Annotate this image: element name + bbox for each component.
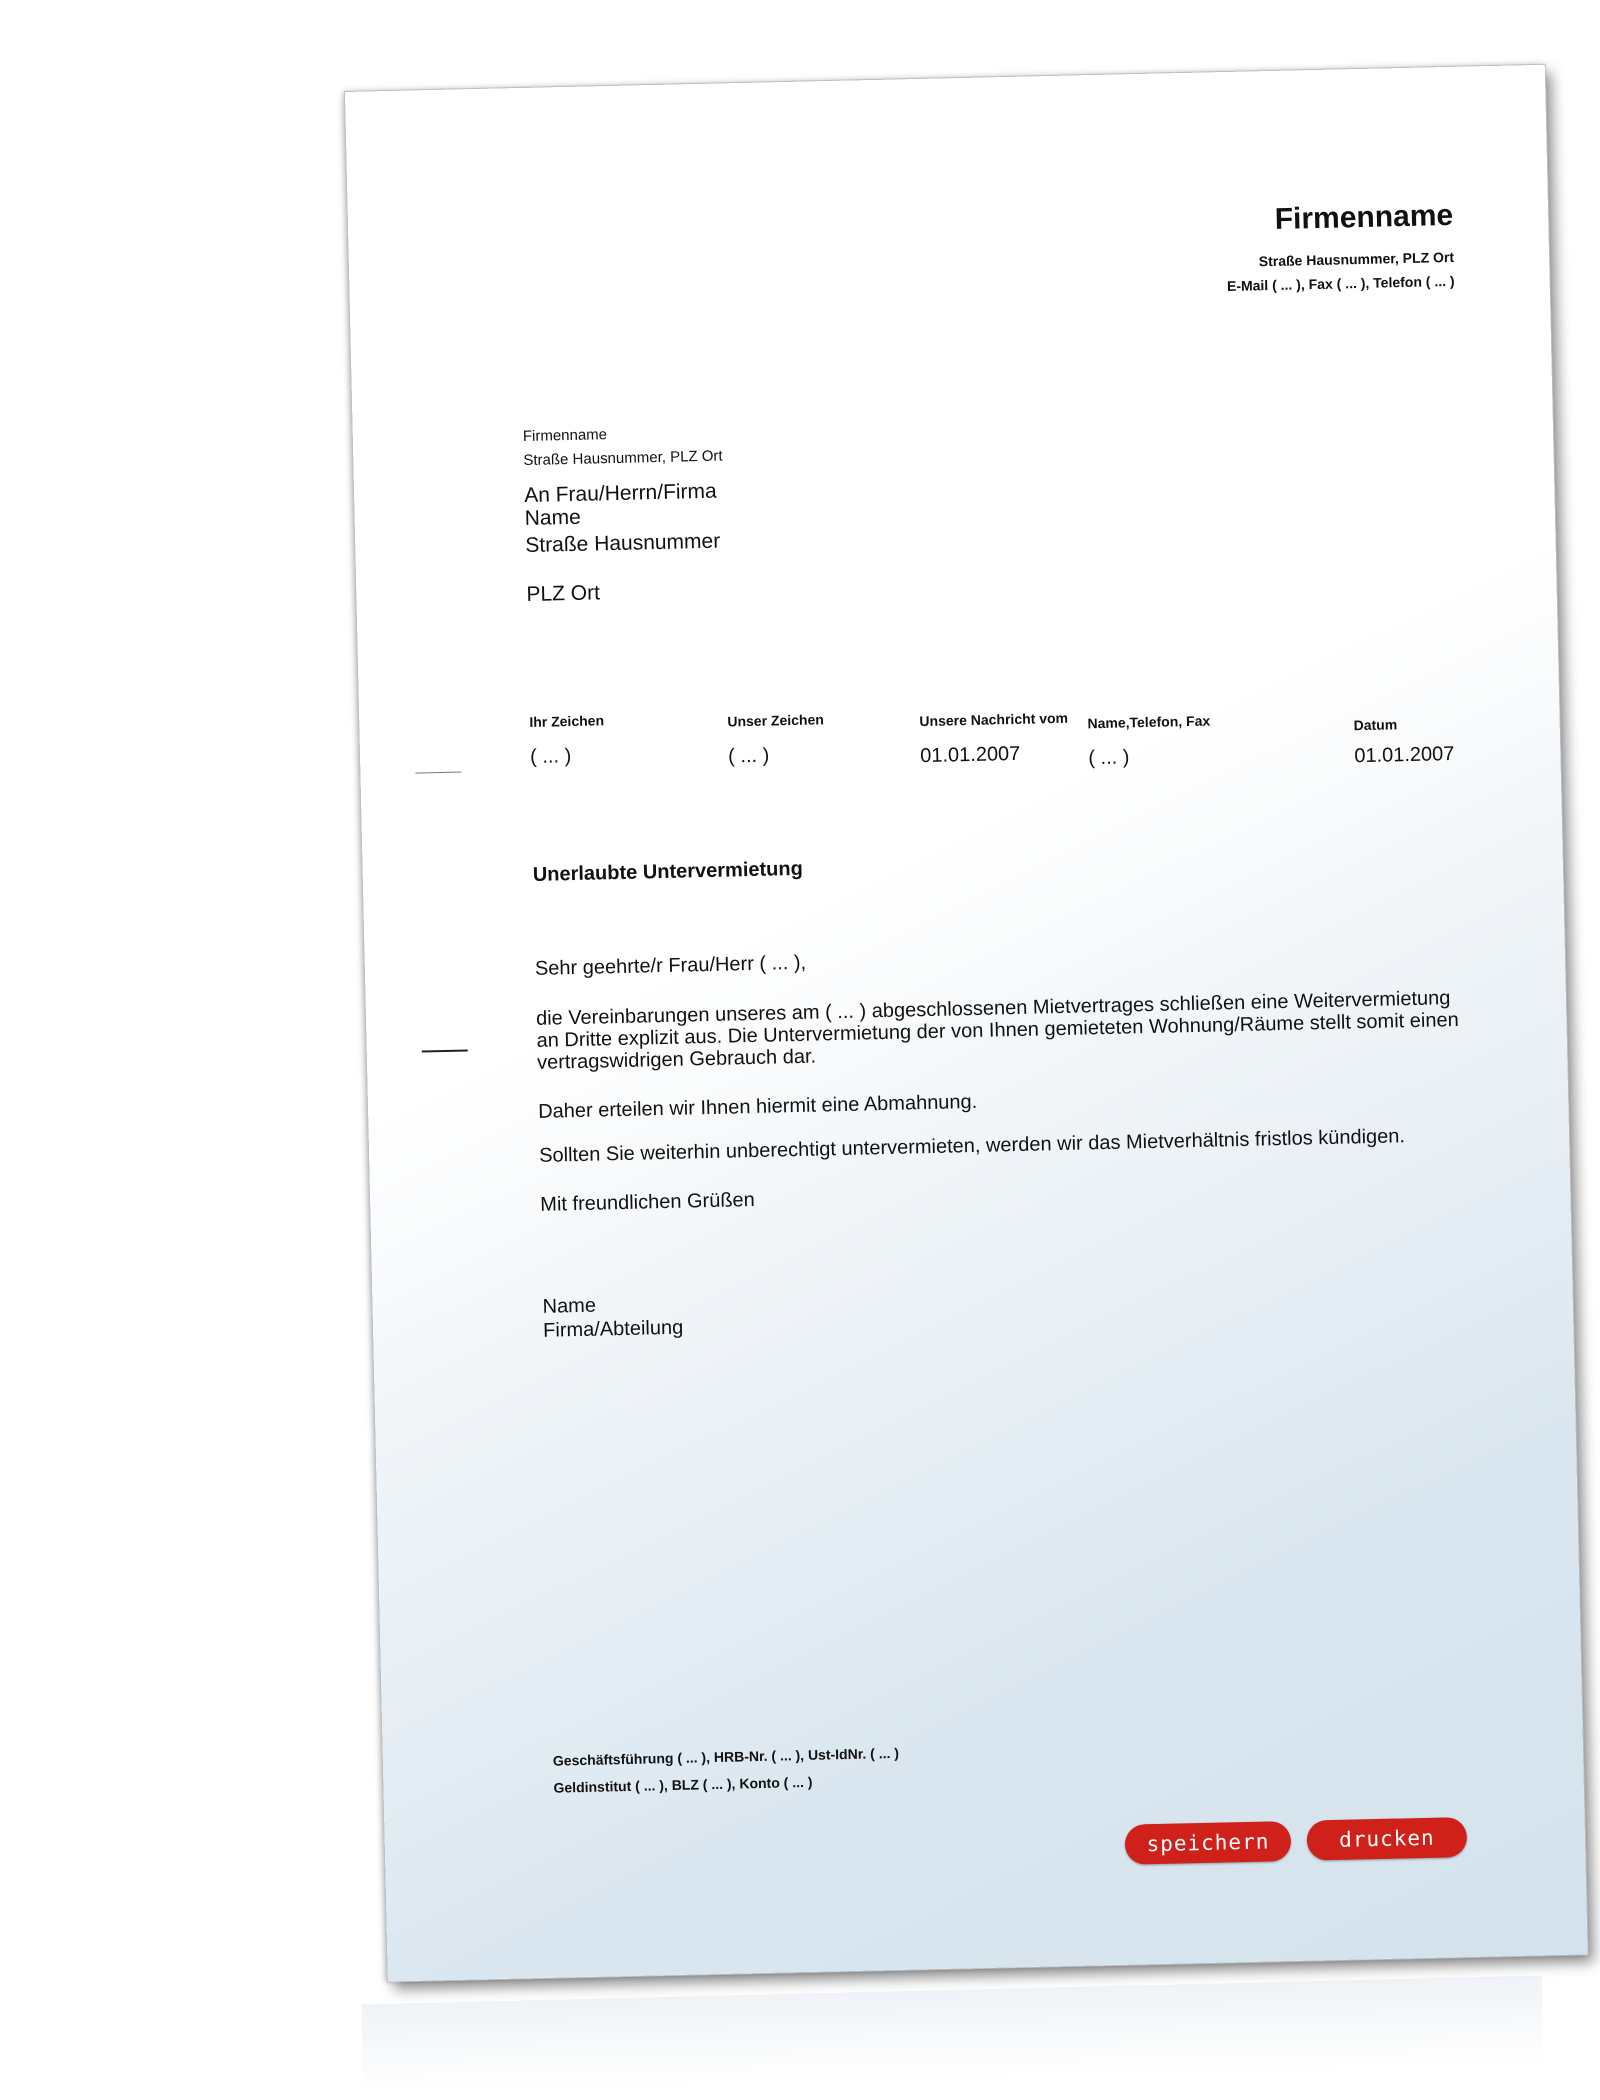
- salutation: Sehr geehrte/r Frau/Herr ( ... ),: [534, 951, 807, 980]
- ref-label-nachricht-vom: Unsere Nachricht vom: [919, 709, 1069, 730]
- sender-name: Firmenname: [522, 426, 608, 446]
- fold-mark-middle: [422, 1049, 468, 1052]
- footer-line-1: Geschäftsführung ( ... ), HRB-Nr. ( ... ), Ust-IdNr. ( ... ): [552, 1744, 900, 1769]
- company-name: Firmenname: [1274, 198, 1454, 236]
- company-contact: E-Mail ( ... ), Fax ( ... ), Telefon ( ... ): [1226, 272, 1455, 295]
- ref-label-ihr-zeichen: Ihr Zeichen: [529, 712, 605, 730]
- ref-label-datum: Datum: [1353, 716, 1398, 734]
- signature-name: Name: [542, 1294, 597, 1318]
- signature-department: Firma/Abteilung: [542, 1316, 684, 1342]
- page-reflection: [362, 1976, 1542, 2095]
- save-button[interactable]: speichern: [1125, 1821, 1292, 1865]
- recipient-line-4: PLZ Ort: [526, 581, 601, 607]
- closing: Mit freundlichen Grüßen: [540, 1188, 756, 1216]
- fold-mark-top: [415, 772, 461, 774]
- body-paragraph-3: Sollten Sie weiterhin unberechtigt untervermieten, werden wir das Mietverhältnis fristlos kündigen.: [538, 1125, 1406, 1167]
- ref-value-name-telefon-fax: ( ... ): [1088, 746, 1130, 770]
- ref-value-unser-zeichen: ( ... ): [727, 744, 770, 768]
- recipient-line-2: Name: [524, 505, 582, 531]
- recipient-line-1: An Frau/Herrn/Firma: [523, 479, 717, 508]
- ref-value-datum: 01.01.2007: [1354, 743, 1455, 768]
- footer-line-2: Geldinstitut ( ... ), BLZ ( ... ), Konto ( ... ): [553, 1773, 813, 1796]
- ref-label-name-telefon-fax: Name,Telefon, Fax: [1087, 712, 1211, 732]
- recipient-line-3: Straße Hausnummer: [525, 529, 721, 558]
- ref-value-ihr-zeichen: ( ... ): [529, 745, 572, 768]
- company-address: Straße Hausnummer, PLZ Ort: [1258, 248, 1455, 270]
- ref-label-unser-zeichen: Unser Zeichen: [727, 711, 825, 730]
- ref-value-nachricht-vom: 01.01.2007: [919, 742, 1021, 768]
- letter-page: [345, 65, 1588, 1982]
- sender-address: Straße Hausnummer, PLZ Ort: [523, 447, 723, 470]
- body-paragraph-2: Daher erteilen wir Ihnen hiermit eine Abmahnung.: [537, 1090, 978, 1123]
- body-paragraph-1: die Vereinbarungen unseres am ( ... ) abgeschlossenen Mietvertrages schließen eine Weitervermietung an Dritte explizit aus. Die Untervermietung der von Ihnen gemieteten Wohnung/Räume stellt somit einen vertragswidrigen Gebrauch dar.: [535, 987, 1459, 1074]
- print-button[interactable]: drucken: [1306, 1817, 1467, 1861]
- letter-subject: Unerlaubte Untervermietung: [532, 857, 804, 886]
